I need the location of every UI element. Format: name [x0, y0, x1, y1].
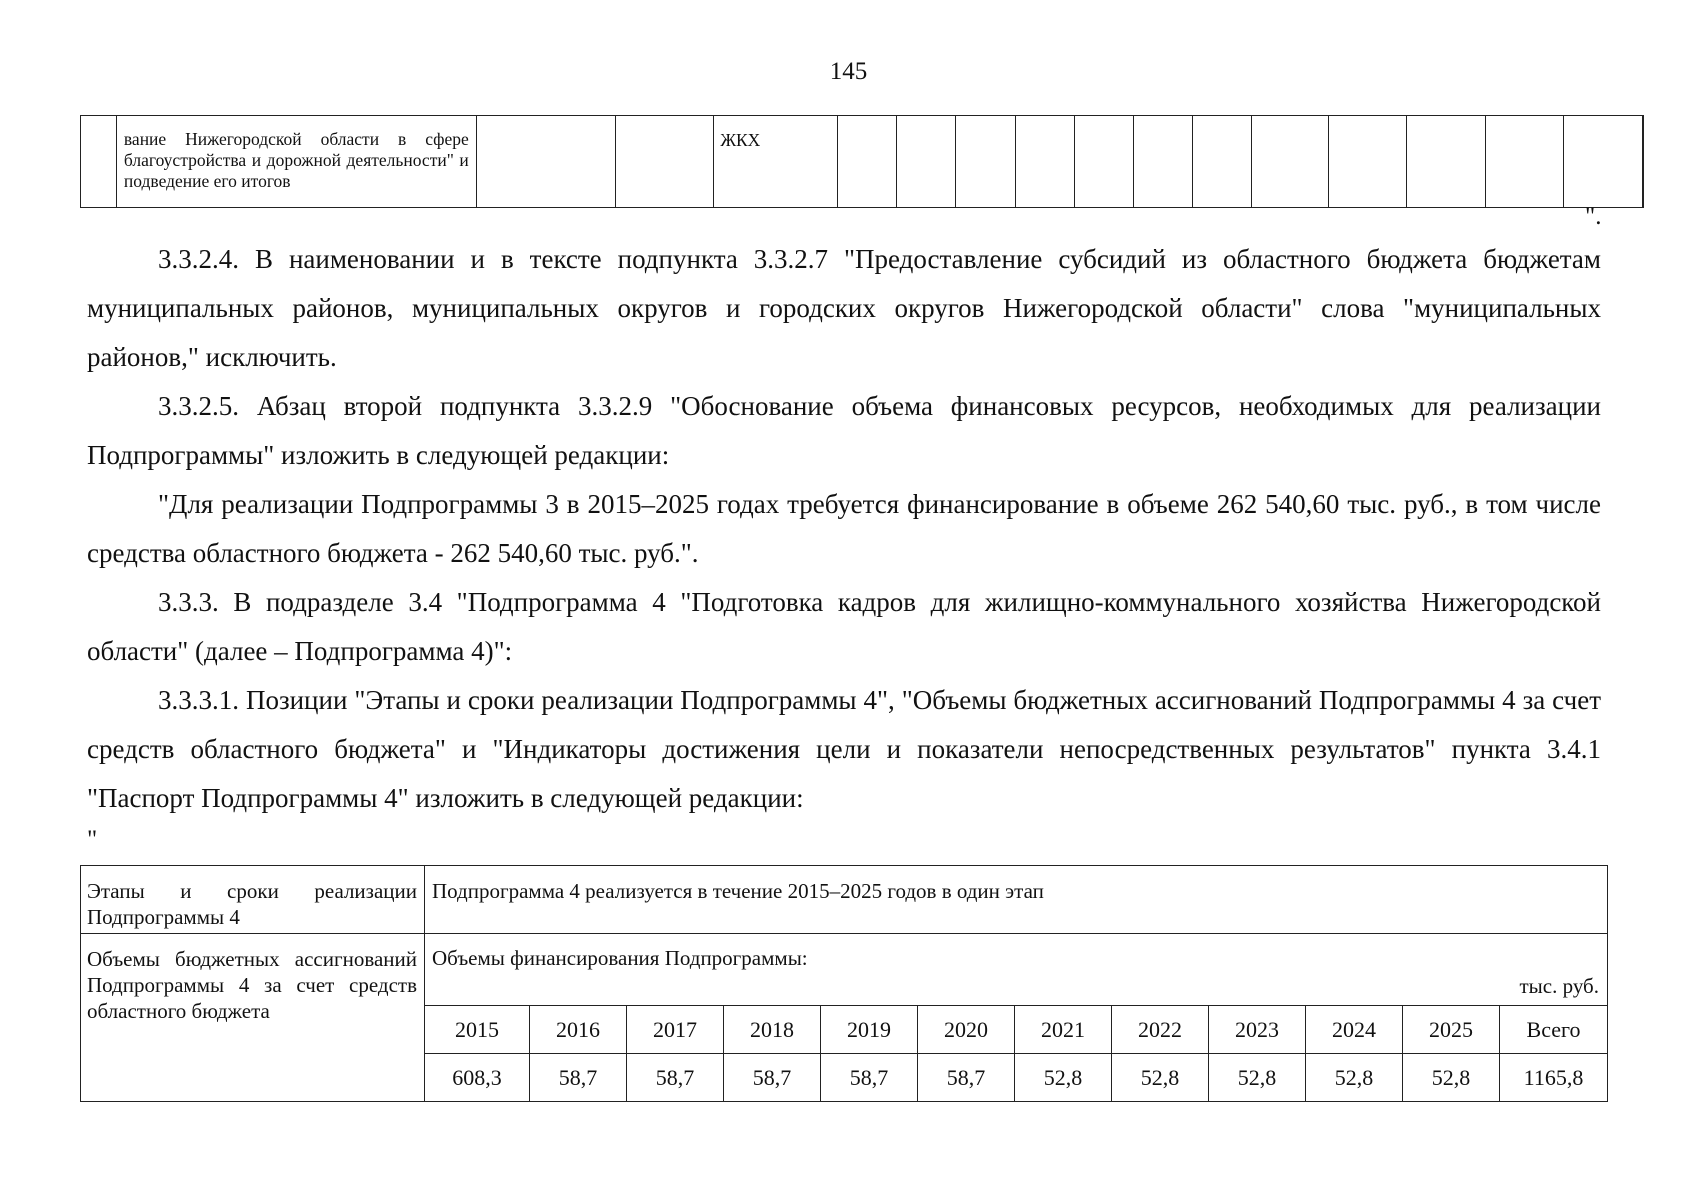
table-cell	[1407, 116, 1486, 208]
paragraph-3-3-3-1: 3.3.3.1. Позиции "Этапы и сроки реализации Подпрограммы 4", "Объемы бюджетных ассигнований Подпрограммы 4 за счет средств областного бюджета" и "Индикаторы достижения цели и показатели непосредственных результатов" пункта 3.4.1 "Паспорт Подпрограммы 4" изложить в следующей редакции:	[87, 685, 1601, 813]
year-header-cell: 2022	[1112, 1006, 1209, 1054]
continued-table	[80, 115, 1644, 208]
financing-title: Объемы финансирования Подпрограммы:	[432, 946, 808, 970]
stages-label: Этапы и сроки реализации Подпрограммы 4	[81, 866, 425, 934]
passport-table	[80, 865, 1608, 1102]
amount-cell: 52,8	[1306, 1054, 1403, 1102]
event-description: вание Нижегородской области в сфере благоустройства и дорожной деятельности" и подведение его итогов	[116, 116, 476, 208]
amount-cell: 58,7	[918, 1054, 1015, 1102]
year-header-cell: Всего	[1500, 1006, 1608, 1054]
table-cell	[1192, 116, 1251, 208]
amount-cell: 1165,8	[1500, 1054, 1608, 1102]
amount-cell: 58,7	[627, 1054, 724, 1102]
amount-cell: 52,8	[1112, 1054, 1209, 1102]
paragraph-3-3-3: 3.3.3. В подразделе 3.4 "Подпрограмма 4 "Подготовка кадров для жилищно-коммунального хозяйства Нижегородской области" (далее – Подпрограмма 4)":	[87, 587, 1601, 666]
table-cell	[956, 116, 1015, 208]
table-cell	[838, 116, 897, 208]
paragraph-financing-quote: "Для реализации Подпрограммы 3 в 2015–2025 годах требуется финансирование в объеме 262 540,60 тыс. руб., в том числе средства областного бюджета - 262 540,60 тыс. руб.".	[87, 489, 1601, 568]
year-header-cell: 2015	[425, 1006, 530, 1054]
financing-table	[425, 1005, 1607, 1101]
year-header-cell: 2024	[1306, 1006, 1403, 1054]
year-header-cell: 2017	[627, 1006, 724, 1054]
amount-cell: 52,8	[1403, 1054, 1500, 1102]
year-header-cell: 2016	[530, 1006, 627, 1054]
opening-quote: "	[87, 826, 98, 853]
table-cell	[1015, 116, 1074, 208]
year-header-cell: 2021	[1015, 1006, 1112, 1054]
amount-cell: 608,3	[425, 1054, 530, 1102]
table-cell	[1328, 116, 1407, 208]
table-cell	[1252, 116, 1329, 208]
table-cell	[616, 116, 714, 208]
table-cell	[81, 116, 117, 208]
amount-cell: 52,8	[1015, 1054, 1112, 1102]
closing-quote: ".	[1585, 203, 1602, 230]
table-cell	[1564, 116, 1643, 208]
table-cell	[476, 116, 616, 208]
unit-label: тыс. руб.	[1519, 974, 1599, 998]
page-number: 145	[829, 58, 868, 85]
paragraph-3-3-2-5: 3.3.2.5. Абзац второй подпункта 3.3.2.9 "Обоснование объема финансовых ресурсов, необходимых для реализации Подпрограммы" изложить в следующей редакции:	[87, 391, 1601, 470]
budget-label: Объемы бюджетных ассигнований Подпрограммы 4 за счет средств областного бюджета	[81, 934, 425, 1102]
amount-cell: 52,8	[1209, 1054, 1306, 1102]
budget-value	[425, 934, 1608, 1102]
year-header-cell: 2018	[724, 1006, 821, 1054]
table-row	[81, 116, 1644, 208]
executor-cell: ЖКХ	[714, 116, 838, 208]
paragraph-3-3-2-4: 3.3.2.4. В наименовании и в тексте подпункта 3.3.2.7 "Предоставление субсидий из областного бюджета бюджетам муниципальных районов, муниципальных округов и городских округов Нижегородской области" слова "муниципальных районов," исключить.	[87, 244, 1601, 372]
table-cell	[1133, 116, 1192, 208]
amount-cell: 58,7	[530, 1054, 627, 1102]
year-header-cell: 2023	[1209, 1006, 1306, 1054]
year-header-cell: 2020	[918, 1006, 1015, 1054]
year-header-cell: 2019	[821, 1006, 918, 1054]
table-cell	[897, 116, 956, 208]
table-cell	[1485, 116, 1564, 208]
year-header-cell: 2025	[1403, 1006, 1500, 1054]
table-row	[81, 866, 1608, 934]
table-cell	[1074, 116, 1133, 208]
table-cell	[1643, 116, 1644, 208]
amounts-row	[425, 1054, 1607, 1102]
table-row	[81, 934, 1608, 1102]
years-row	[425, 1006, 1607, 1054]
stages-value: Подпрограмма 4 реализуется в течение 2015–2025 годов в один этап	[425, 866, 1608, 934]
amount-cell: 58,7	[821, 1054, 918, 1102]
amount-cell: 58,7	[724, 1054, 821, 1102]
